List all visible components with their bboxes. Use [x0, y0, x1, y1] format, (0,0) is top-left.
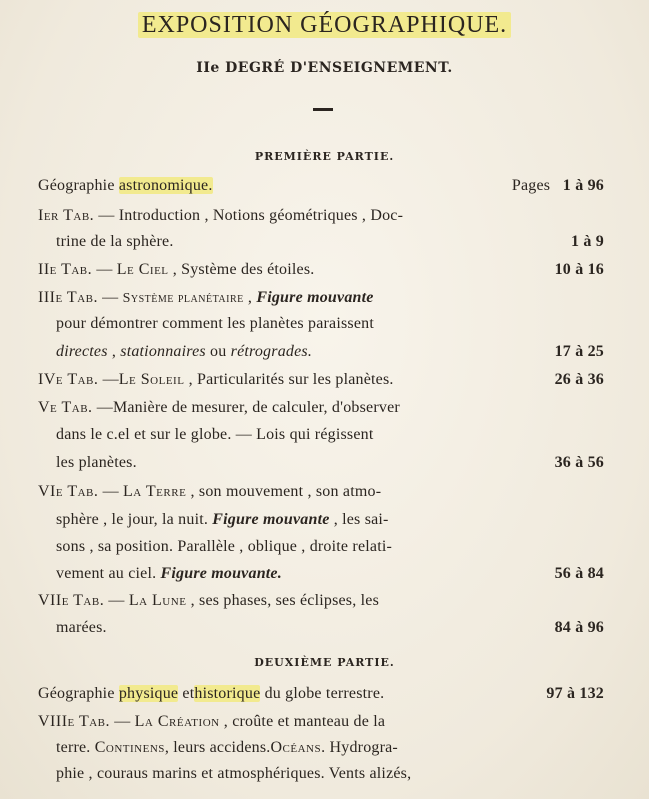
tab3-line1	[38, 289, 604, 307]
tab-text: —Manière de mesurer, de calculer, d'observer	[92, 399, 400, 416]
tab-label: IVe Tab.	[38, 371, 99, 388]
part1-intro-line	[38, 177, 604, 195]
tab-text: sons , sa position. Parallèle , oblique , droite relati-	[56, 538, 393, 555]
tab-text: , leurs accidens.	[164, 739, 271, 756]
tab7-line1	[38, 592, 604, 610]
pages-value: 26 à 36	[554, 371, 604, 388]
divider-rule	[313, 108, 333, 111]
pages-value: 10 à 16	[554, 261, 604, 278]
tab5-line1	[38, 399, 604, 417]
tab1-line1	[38, 207, 604, 225]
tab6-line3	[56, 538, 604, 556]
tab-text: , Système des étoiles.	[168, 261, 315, 278]
pages-value: 17 à 25	[554, 343, 604, 360]
tab-text: phie , couraus marins et atmosphériques. Vents alizés,	[56, 765, 412, 782]
pages-label: Pages	[511, 177, 551, 194]
pages-value: 97 à 132	[546, 685, 604, 702]
tab-name: La Terre	[122, 483, 187, 500]
comma: ,	[243, 289, 257, 306]
sep: ou	[205, 343, 231, 360]
tab8-line1	[38, 713, 604, 731]
page-subtitle: IIe DEGRÉ D'ENSEIGNEMENT.	[196, 60, 453, 76]
pages-value: 36 à 56	[554, 454, 604, 471]
tab-label: Ve Tab.	[38, 399, 93, 416]
tab-text: . Hydrogra-	[321, 739, 398, 756]
intro-text: du globe terrestre.	[260, 685, 385, 702]
dash: —	[92, 261, 117, 278]
dash: —	[98, 483, 123, 500]
italic-term: directes	[56, 343, 108, 360]
pages-value: 56 à 84	[554, 565, 604, 582]
dash: —	[104, 592, 129, 609]
tab-label: VIIe Tab.	[38, 592, 105, 609]
figure-note: Figure mouvante	[256, 289, 374, 306]
tab-text: sphère , le jour, la nuit.	[56, 511, 213, 528]
tab-label: Ier Tab.	[38, 207, 95, 224]
tab-text: les planètes.	[56, 454, 137, 471]
tab-text: , croûte et manteau de la	[219, 713, 386, 730]
tab-text: — Introduction , Notions géométriques , Doc-	[94, 207, 404, 224]
tab-text: terre.	[56, 739, 95, 756]
tab-label: IIe Tab.	[38, 261, 93, 278]
tab-text: , les sai-	[329, 511, 389, 528]
tab-text: pour démontrer comment les planètes paraissent	[56, 315, 374, 332]
tab6-line2	[56, 511, 604, 529]
part-heading-2: DEUXIÈME PARTIE.	[254, 656, 395, 669]
highlight-historique: historique	[194, 685, 261, 702]
tab-name: La Lune	[128, 592, 187, 609]
tab-text: , son mouvement , son atmo-	[186, 483, 382, 500]
tab-name: Continens	[94, 739, 165, 756]
highlight-physique: physique	[118, 685, 179, 702]
intro-text: Géographie	[38, 177, 119, 194]
dash: —	[98, 371, 119, 388]
tab4-line1	[38, 371, 604, 389]
tab-text: , Particularités sur les planètes.	[184, 371, 394, 388]
tab-text: vement au ciel.	[56, 565, 161, 582]
tab6-line1	[38, 483, 604, 501]
highlight-astronomique: astronomique.	[118, 177, 213, 194]
tab5-line2	[56, 426, 604, 444]
italic-term: rétrogrades.	[230, 343, 313, 360]
tab2-line1	[38, 261, 604, 279]
tab-name: Océans	[270, 739, 322, 756]
tab8-line2	[56, 739, 604, 757]
tab-text: , ses phases, ses éclipses, les	[186, 592, 380, 609]
title-text: EXPOSITION GÉOGRAPHIQUE.	[138, 12, 511, 38]
tab5-line3	[56, 454, 604, 472]
tab1-line2	[56, 233, 604, 251]
pages-value: 84 à 96	[554, 619, 604, 636]
dash: —	[110, 713, 135, 730]
tab7-line2	[56, 619, 604, 637]
part2-intro-line	[38, 685, 604, 703]
tab3-line3	[56, 343, 604, 361]
page-title	[0, 12, 649, 39]
italic-term: stationnaires	[120, 343, 206, 360]
tab-name: La Création	[134, 713, 220, 730]
tab-text: marées.	[56, 619, 107, 636]
figure-note: Figure mouvante.	[160, 565, 282, 582]
tab-label: VIIIe Tab.	[38, 713, 111, 730]
part-heading-1: PREMIÈRE PARTIE.	[254, 150, 395, 163]
tab-label: IIIe Tab.	[38, 289, 98, 306]
dash: —	[97, 289, 123, 306]
tab-text: trine de la sphère.	[56, 233, 174, 250]
intro-text: et	[178, 685, 195, 702]
sep: ,	[107, 343, 121, 360]
tab-name: Système planétaire	[122, 291, 244, 306]
intro-text: Géographie	[38, 685, 119, 702]
tab-text: dans le c.el et sur le globe. — Lois qui régissent	[56, 426, 374, 443]
tab3-line2	[56, 315, 604, 333]
figure-note: Figure mouvante	[212, 511, 330, 528]
pages-range	[512, 177, 604, 195]
tab6-line4	[56, 565, 604, 583]
pages-value: 1 à 96	[562, 177, 604, 194]
pages-value: 1 à 9	[571, 233, 604, 250]
tab-name: Le Soleil	[118, 371, 185, 388]
tab8-line3	[56, 765, 604, 783]
tab-name: Le Ciel	[116, 261, 169, 278]
tab-label: VIe Tab.	[38, 483, 99, 500]
